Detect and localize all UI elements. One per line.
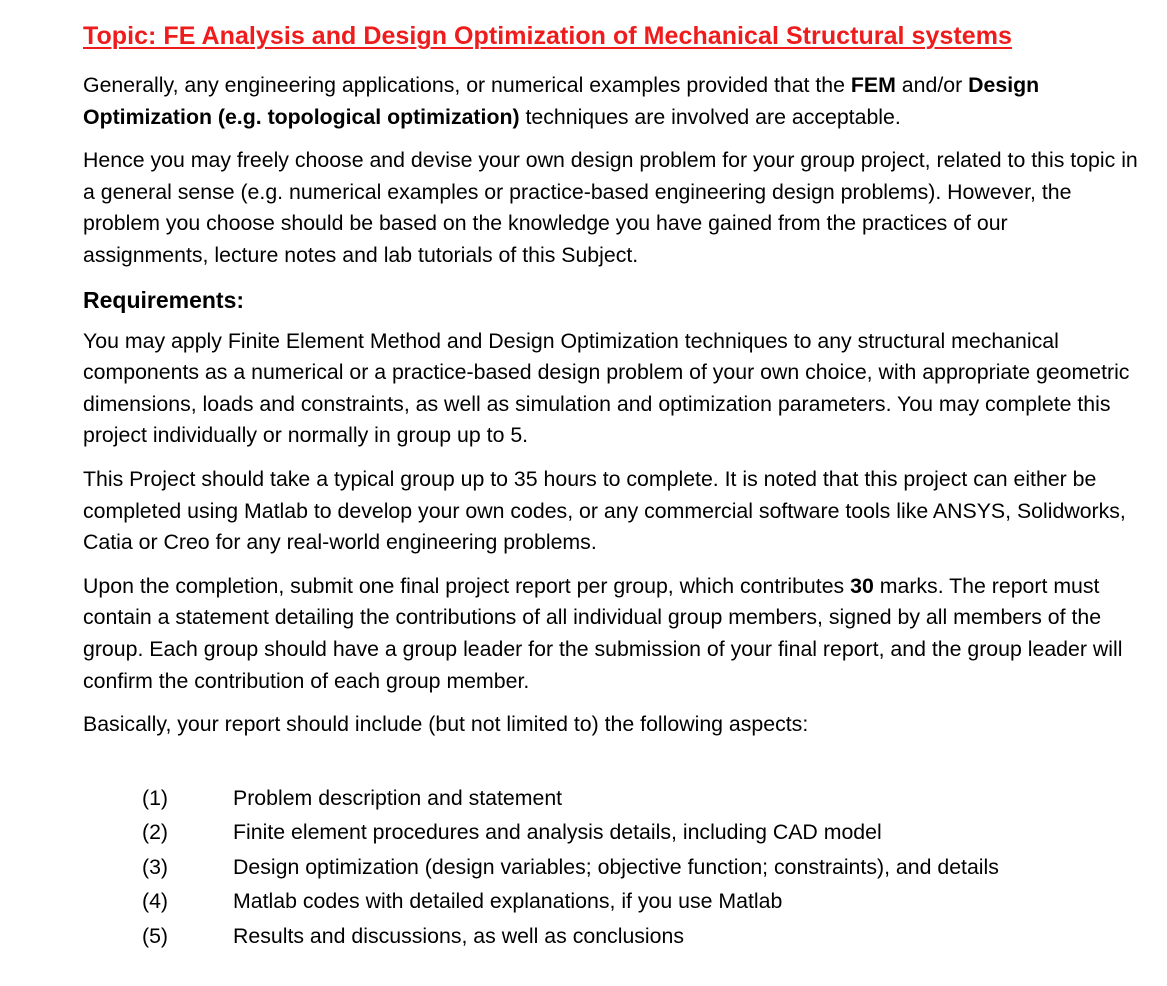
submission-paragraph — [83, 571, 1139, 697]
intro-paragraph — [83, 70, 1139, 133]
page-title: Topic: FE Analysis and Design Optimization of Mechanical Structural systems — [83, 22, 1012, 50]
list-item — [142, 921, 999, 955]
basically-paragraph: Basically, your report should include (but not limited to) the following aspects: — [83, 712, 809, 737]
aspects-list — [142, 783, 999, 955]
list-item-text: Matlab codes with detailed explanations, if you use Matlab — [233, 889, 783, 914]
intro-text-2: and/or — [895, 73, 969, 97]
choice-paragraph: Hence you may freely choose and devise your own design problem for your group project, related to this topic in a general sense (e.g. numerical examples or practice-based engineering design problems). However, the problem you choose should be based on the knowledge you have gained from the practices of our assignments, lecture notes and lab tutorials of this Subject. — [83, 148, 1138, 267]
list-item-number: (3) — [142, 854, 169, 879]
apply-paragraph: You may apply Finite Element Method and Design Optimization techniques to any structural mechanical components as a numerical or a practice-based design problem of your own choice, with appropriate geometric dimensions, loads and constraints, as well as simulation and optimization parameters. You may complete this project individually or normally in group up to 5. — [83, 328, 1130, 448]
document-page — [83, 18, 1139, 753]
list-item — [142, 783, 999, 817]
intro-text-1: Generally, any engineering applications, or numerical examples provided that the — [83, 73, 851, 97]
list-item-text: Results and discussions, as well as conclusions — [233, 923, 684, 948]
submission-text-1: Upon the completion, submit one final project report per group, which contributes — [83, 573, 851, 598]
list-item-text: Finite element procedures and analysis details, including CAD model — [233, 820, 882, 845]
submission-text-2: marks. The report must contain a statement detailing the contributions of all individual group members, signed by all members of the group. Each group should have a group leader for the submission of your final report, and the group leader will confirm the contribution of each group member. — [83, 573, 1123, 693]
list-item-number: (2) — [142, 820, 169, 845]
requirements-heading: Requirements: — [83, 286, 245, 313]
list-item-number: (4) — [142, 889, 169, 914]
list-item-number: (5) — [142, 923, 169, 948]
list-item — [142, 817, 999, 851]
list-item — [142, 852, 999, 886]
intro-bold-fem: FEM — [850, 73, 896, 97]
list-item-text: Problem description and statement — [233, 786, 563, 810]
intro-text-3: techniques are involved are acceptable. — [519, 104, 901, 129]
list-item-number: (1) — [142, 786, 169, 810]
intro-bold-design-optimization: Design Optimization (e.g. topological optimization) — [83, 73, 1040, 129]
hours-paragraph: This Project should take a typical group up to 35 hours to complete. It is noted that this project can either be completed using Matlab to develop your own codes, or any commercial software tools like ANSYS, Solidworks, Catia or Creo for any real-world engineering problems. — [83, 466, 1126, 555]
submission-marks: 30 — [850, 573, 874, 598]
list-item — [142, 886, 999, 920]
list-item-text: Design optimization (design variables; objective function; constraints), and details — [233, 854, 999, 879]
